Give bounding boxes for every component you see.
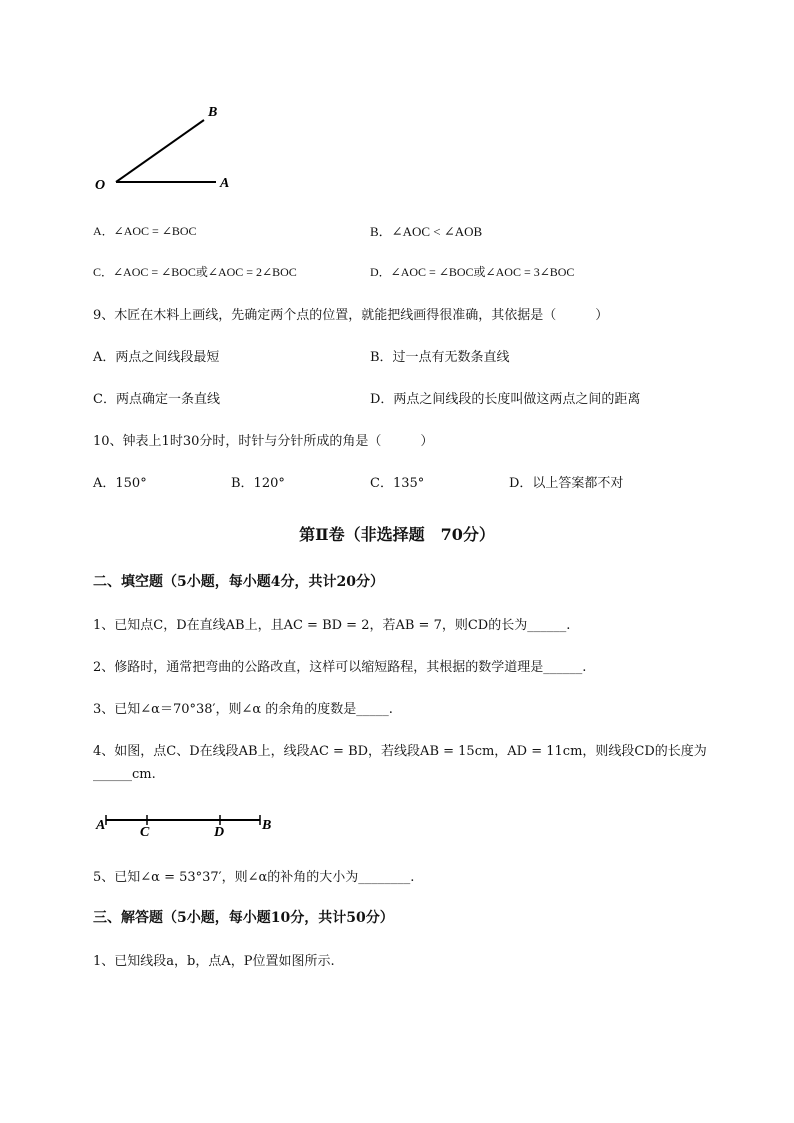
q9-option-B: B．过一点有无数条直线 <box>370 350 510 365</box>
fill-q2: 2、修路时，通常把弯曲的公路改直，这样可以缩短路程，其根据的数学道理是______. <box>93 660 587 675</box>
q10-stem: 10、钟表上1时30分时，时针与分针所成的角是（ ） <box>93 434 434 449</box>
fill-q3: 3、已知∠α＝70°38′，则∠α 的余角的度数是_____. <box>93 702 393 717</box>
figure-label-A: A <box>220 176 230 191</box>
figure-label-O: O <box>95 178 106 193</box>
segment-label-A: A <box>96 818 106 833</box>
fill-q4-line2: ______cm. <box>93 767 156 782</box>
q8-option-C: C．∠AOC = ∠BOC或∠AOC = 2∠BOC <box>93 265 297 279</box>
ray-OB <box>116 120 204 182</box>
q8-option-D: D．∠AOC = ∠BOC或∠AOC = 3∠BOC <box>370 265 575 279</box>
q9-stem: 9、木匠在木料上画线，先确定两个点的位置，就能把线画得很准确，其依据是（ ） <box>93 308 609 323</box>
q10-option-D: D．以上答案都不对 <box>509 476 624 491</box>
q9-option-A: A．两点之间线段最短 <box>93 350 220 365</box>
segment-label-C: C <box>140 825 150 840</box>
q10-option-C: C．135° <box>370 476 425 491</box>
segment-label-D: D <box>214 825 225 840</box>
q9-option-D: D．两点之间线段的长度叫做这两点之间的距离 <box>370 392 641 407</box>
fill-in-header: 二、填空题（5小题，每小题4分，共计20分） <box>93 574 384 590</box>
segment-figure <box>92 808 282 840</box>
solve-header: 三、解答题（5小题，每小题10分，共计50分） <box>93 910 394 926</box>
figure-label-B: B <box>208 105 218 120</box>
solve-q1: 1、已知线段a，b，点A，P位置如图所示. <box>93 954 335 969</box>
segment-label-B: B <box>262 818 272 833</box>
q8-option-B: B．∠AOC < ∠AOB <box>370 224 483 239</box>
q9-option-C: C．两点确定一条直线 <box>93 392 220 407</box>
section-title: 第Ⅱ卷（非选择题 70分） <box>299 525 495 544</box>
fill-q4-line1: 4、如图，点C、D在线段AB上，线段AC = BD，若线段AB = 15cm，AD = 11cm，则线段CD的长度为 <box>93 744 707 759</box>
fill-q1: 1、已知点C，D在直线AB上，且AC = BD = 2，若AB = 7，则CD的长为______. <box>93 618 571 633</box>
fill-q5: 5、已知∠α = 53°37′，则∠α的补角的大小为________. <box>93 870 415 885</box>
q10-option-A: A．150° <box>93 476 147 491</box>
angle-figure <box>90 98 250 198</box>
q10-option-B: B．120° <box>231 476 285 491</box>
q8-option-A: A．∠AOC = ∠BOC <box>93 224 197 238</box>
